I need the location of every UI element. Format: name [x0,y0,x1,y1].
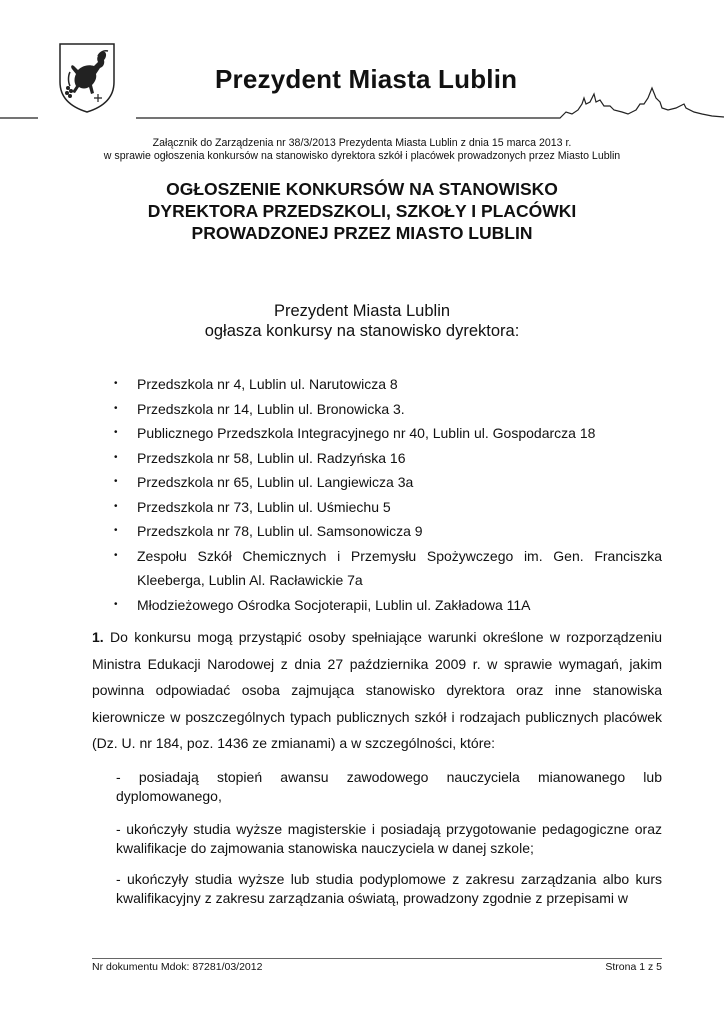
document-title-line-2: DYREKTORA PRZEDSZKOLI, SZKOŁY I PLACÓWKI [147,201,577,221]
school-list [114,372,662,617]
announcement-line-2: ogłasza konkursy na stanowisko dyrektora: [204,322,520,340]
condition-item: - ukończyły studia wyższe lub studia podyplomowe z zakresu zarządzania albo kurs kwalifikacyjny z zakresu zarządzania oświatą, prowadzony zgodnie z przepisami w [116,871,662,906]
list-item: • Publicznego Przedszkola Integracyjnego nr 40, Lublin ul. Gospodarcza 18 [114,421,662,446]
condition-item: - posiadają stopień awansu zawodowego nauczyciela mianowanego lub dyplomowanego, [116,769,662,804]
footer-page-number: Strona 1 z 5 [605,961,662,973]
section-1-number: 1. [92,629,104,645]
list-item: • Młodzieżowego Ośrodka Socjoterapii, Lublin ul. Zakładowa 11A [114,593,662,618]
list-item: • Przedszkola nr 65, Lublin ul. Langiewicza 3a [114,470,662,495]
list-item: • Przedszkola nr 78, Lublin ul. Samsonowicza 9 [114,519,662,544]
header-skyline-rule [0,80,724,130]
section-1-paragraph [92,624,662,757]
annex-line-1: Załącznik do Zarządzenia nr 38/3/2013 Prezydenta Miasta Lublin z dnia 15 marca 2013 r. [152,137,572,149]
list-item: • Przedszkola nr 73, Lublin ul. Uśmiechu 5 [114,495,662,520]
list-item: • Przedszkola nr 58, Lublin ul. Radzyńska 16 [114,446,662,471]
header-title: Prezydent Miasta Lublin [215,64,518,94]
footer-document-number: Nr dokumentu Mdok: 87281/03/2012 [92,961,263,973]
document-title-line-3: PROWADZONEJ PRZEZ MIASTO LUBLIN [191,223,533,243]
footer-divider [92,958,662,959]
annex-line-2: w sprawie ogłoszenia konkursów na stanowisko dyrektora szkół i placówek prowadzonych przez Miasto Lublin [103,150,621,162]
announcement-line-1: Prezydent Miasta Lublin [273,302,451,320]
condition-item: - ukończyły studia wyższe magisterskie i posiadają przygotowanie pedagogiczne oraz kwalifikacje do zajmowania stanowiska nauczyciela w danej szkole; [116,821,662,856]
section-1-text: Do konkursu mogą przystąpić osoby spełniające warunki określone w rozporządzeniu Ministra Edukacji Narodowej z dnia 27 października 2009 r. w sprawie wymagań, jakim powinna odpowiadać osoba zajmująca stanowisko dyrektora oraz inne stanowiska kierownicze w poszczególnych typach publicznych szkół i rodzajach publicznych placówek (Dz. U. nr 184, poz. 1436 ze zmianami) a w szczególności, które: [92,629,663,751]
list-item: • Przedszkola nr 14, Lublin ul. Bronowicka 3. [114,397,662,422]
list-item: • Przedszkola nr 4, Lublin ul. Narutowicza 8 [114,372,662,397]
document-title-line-1: OGŁOSZENIE KONKURSÓW NA STANOWISKO [166,179,558,199]
list-item: • Zespołu Szkół Chemicznych i Przemysłu Spożywczego im. Gen. Franciszka Kleeberga, Lublin Al. Racławickie 7a [114,544,662,593]
